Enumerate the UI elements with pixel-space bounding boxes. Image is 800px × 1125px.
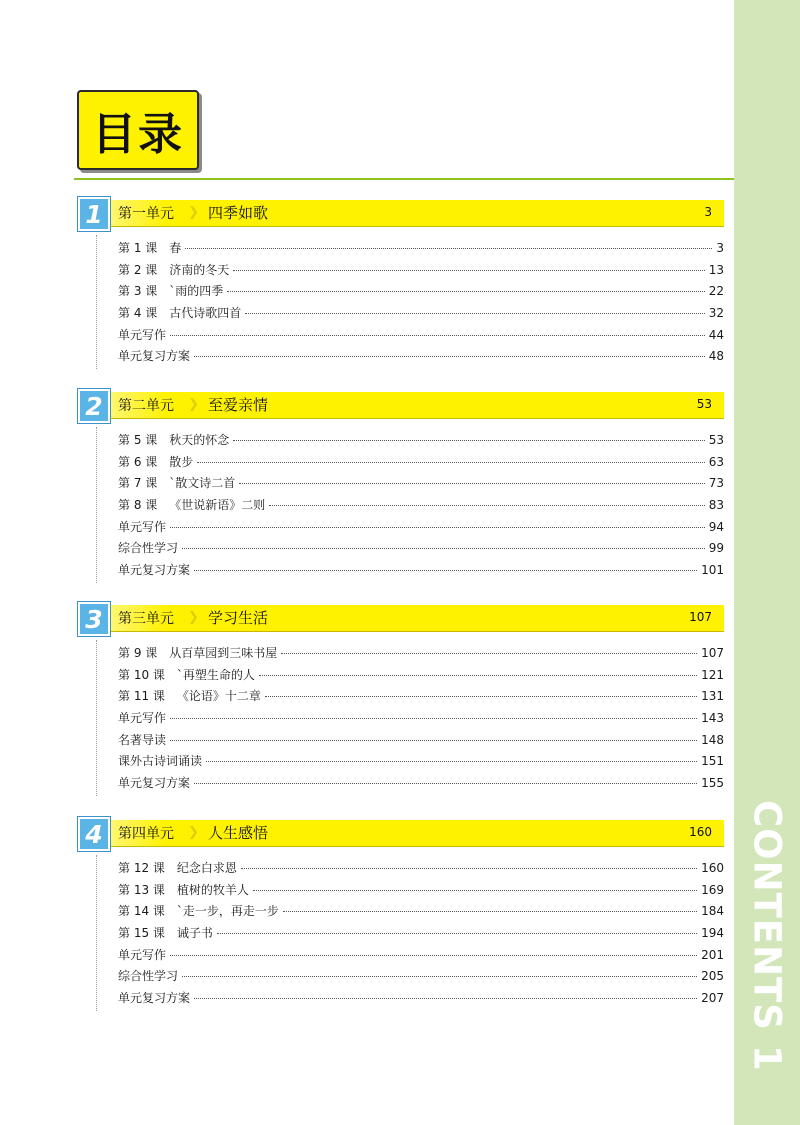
- unit-label: 第三单元: [118, 611, 174, 627]
- lesson-number: 第 5 课: [118, 433, 158, 447]
- dot-leader: [227, 291, 704, 292]
- unit-number-badge: 3: [78, 602, 110, 636]
- unit-header[interactable]: [78, 820, 724, 847]
- unit-label: 第二单元: [118, 398, 174, 414]
- entry-title: 单元写作: [118, 711, 167, 726]
- entry-page-number: 63: [708, 454, 724, 469]
- dot-leader: [239, 483, 704, 484]
- unit-page-number: 3: [704, 205, 712, 219]
- entry-title: 济南的冬天: [169, 262, 230, 277]
- toc-title: 目录: [92, 109, 184, 160]
- unit-section: [78, 820, 724, 1011]
- toc-entry[interactable]: [97, 644, 724, 666]
- entry-page-number: 131: [701, 689, 724, 704]
- unit-label: 第四单元: [118, 826, 174, 842]
- entry-title: 单元写作: [118, 519, 167, 534]
- dot-leader: [170, 955, 697, 956]
- toc-entry[interactable]: [97, 561, 724, 583]
- lesson-number: 第 7 课: [118, 476, 158, 491]
- entry-page-number: 155: [701, 776, 724, 791]
- entry-title: 《论语》十二章: [176, 689, 261, 704]
- unit-entries: [96, 640, 724, 796]
- dot-leader: [182, 976, 697, 977]
- entry-title: 古代诗歌四首: [169, 306, 242, 321]
- toc-entry[interactable]: [97, 282, 724, 304]
- toc-entry[interactable]: [97, 431, 724, 453]
- entry-page-number: 73: [708, 476, 724, 491]
- dot-leader: [283, 911, 697, 912]
- dot-leader: [185, 248, 712, 249]
- entry-title: 单元复习方案: [118, 991, 191, 1006]
- entry-title: 从百草园到三味书屋: [169, 646, 278, 660]
- dot-leader: [170, 335, 705, 336]
- lesson-number: 第 6 课: [118, 454, 158, 469]
- lesson-number: 第 3 课: [118, 284, 158, 299]
- toc-title-box: [77, 90, 199, 170]
- toc-entry[interactable]: [97, 539, 724, 561]
- toc-entry[interactable]: [97, 687, 724, 709]
- entry-title: 春: [169, 241, 182, 255]
- dot-leader: [259, 675, 697, 676]
- toc-entry[interactable]: [97, 261, 724, 283]
- dot-leader: [170, 718, 697, 719]
- toc-entry[interactable]: [97, 666, 724, 688]
- entry-page-number: 201: [701, 947, 724, 962]
- lesson-number: 第 1 课: [118, 241, 158, 255]
- toc-entry[interactable]: [97, 881, 724, 903]
- unit-page-number: 107: [689, 610, 712, 624]
- entry-page-number: 101: [701, 563, 724, 578]
- unit-theme: 学习生活: [208, 609, 269, 627]
- unit-label: 第一单元: [118, 206, 174, 222]
- unit-page-number: 160: [689, 825, 712, 839]
- unit-number-badge: 4: [78, 817, 110, 851]
- entry-page-number: 121: [701, 667, 724, 682]
- toc-entry[interactable]: [97, 967, 724, 989]
- entry-title: 综合性学习: [118, 541, 179, 556]
- lesson-number: 第 13 课: [118, 882, 165, 897]
- unit-header[interactable]: [78, 605, 724, 632]
- entry-title: 诫子书: [176, 926, 213, 941]
- toc-entry[interactable]: [97, 347, 724, 369]
- entry-page-number: 3: [716, 241, 724, 255]
- entry-page-number: 99: [708, 541, 724, 556]
- unit-header[interactable]: [78, 200, 724, 227]
- unit-page-number: 53: [696, 397, 712, 411]
- entry-title: 散步: [169, 454, 194, 469]
- entry-title: 名著导读: [118, 732, 167, 747]
- unit-theme: 四季如歌: [208, 204, 269, 222]
- dot-leader: [194, 570, 697, 571]
- toc-entry[interactable]: [97, 239, 724, 261]
- lesson-number: 第 12 课: [118, 861, 165, 875]
- toc-entry[interactable]: [97, 304, 724, 326]
- dot-leader: [170, 527, 705, 528]
- entry-title: 纪念白求恩: [176, 861, 237, 875]
- entry-title: 单元写作: [118, 947, 167, 962]
- lesson-number: 第 2 课: [118, 262, 158, 277]
- toc-entry[interactable]: [97, 496, 724, 518]
- entry-title: 秋天的怀念: [169, 433, 230, 447]
- dot-leader: [241, 868, 697, 869]
- decorative-mark-icon: ❯: [188, 610, 199, 625]
- entry-page-number: 13: [708, 262, 724, 277]
- unit-theme: 人生感悟: [208, 824, 269, 842]
- entry-page-number: 48: [708, 349, 724, 364]
- dot-leader: [194, 356, 705, 357]
- entry-page-number: 143: [701, 711, 724, 726]
- unit-entries: [96, 235, 724, 369]
- toc-entry[interactable]: [97, 752, 724, 774]
- entry-title: 单元写作: [118, 327, 167, 342]
- toc-entry[interactable]: [97, 453, 724, 475]
- toc-entry[interactable]: [97, 518, 724, 540]
- dot-leader: [269, 505, 704, 506]
- entry-page-number: 53: [708, 433, 724, 447]
- toc-entry[interactable]: [97, 474, 724, 496]
- entry-title: ˋ走一步，再走一步: [176, 904, 279, 919]
- unit-number-badge: 2: [78, 389, 110, 423]
- entry-title: 《世说新语》二则: [169, 498, 266, 513]
- unit-section: [78, 200, 724, 369]
- entry-page-number: 194: [701, 926, 724, 941]
- dot-leader: [265, 696, 697, 697]
- dot-leader: [217, 933, 697, 934]
- entry-title: 单元复习方案: [118, 349, 191, 364]
- unit-theme: 至爱亲情: [208, 396, 269, 414]
- dot-leader: [182, 548, 705, 549]
- decorative-mark-icon: ❯: [188, 825, 199, 840]
- unit-number-badge: 1: [78, 197, 110, 231]
- dot-leader: [281, 653, 697, 654]
- decorative-mark-icon: ❯: [188, 397, 199, 412]
- entry-page-number: 22: [708, 284, 724, 299]
- entry-page-number: 160: [701, 861, 724, 875]
- toc-entry[interactable]: [97, 902, 724, 924]
- entry-title: 课外古诗词诵读: [118, 754, 203, 769]
- entry-title: 单元复习方案: [118, 776, 191, 791]
- entry-page-number: 184: [701, 904, 724, 919]
- title-divider: [74, 178, 734, 180]
- lesson-number: 第 11 课: [118, 689, 165, 704]
- dot-leader: [194, 998, 697, 999]
- entry-page-number: 169: [701, 882, 724, 897]
- entry-title: ˋ散文诗二首: [169, 476, 236, 491]
- entry-title: ˋ雨的四季: [169, 284, 224, 299]
- lesson-number: 第 10 课: [118, 667, 165, 682]
- entry-page-number: 94: [708, 519, 724, 534]
- lesson-number: 第 15 课: [118, 926, 165, 941]
- toc-entry[interactable]: [97, 326, 724, 348]
- entry-page-number: 205: [701, 969, 724, 984]
- toc-entry[interactable]: [97, 924, 724, 946]
- lesson-number: 第 9 课: [118, 646, 158, 660]
- dot-leader: [245, 313, 704, 314]
- toc-entry[interactable]: [97, 946, 724, 968]
- entry-page-number: 44: [708, 327, 724, 342]
- entry-title: 植树的牧羊人: [176, 882, 249, 897]
- unit-header[interactable]: [78, 392, 724, 419]
- dot-leader: [194, 783, 697, 784]
- lesson-number: 第 14 课: [118, 904, 165, 919]
- dot-leader: [170, 740, 697, 741]
- toc-entry[interactable]: [97, 989, 724, 1011]
- toc-entry[interactable]: [97, 859, 724, 881]
- unit-section: [78, 605, 724, 796]
- lesson-number: 第 8 课: [118, 498, 158, 513]
- toc-entry[interactable]: [97, 709, 724, 731]
- entry-page-number: 207: [701, 991, 724, 1006]
- dot-leader: [253, 890, 697, 891]
- entry-title: ˋ再塑生命的人: [176, 667, 255, 682]
- entry-page-number: 148: [701, 732, 724, 747]
- unit-entries: [96, 855, 724, 1011]
- entry-page-number: 32: [708, 306, 724, 321]
- entry-title: 综合性学习: [118, 969, 179, 984]
- entry-page-number: 83: [708, 498, 724, 513]
- decorative-mark-icon: ❯: [188, 205, 199, 220]
- unit-entries: [96, 427, 724, 583]
- dot-leader: [206, 761, 697, 762]
- toc-entry[interactable]: [97, 774, 724, 796]
- dot-leader: [197, 462, 704, 463]
- contents-side-label: CONTENTS 1: [745, 800, 789, 1072]
- entry-page-number: 107: [701, 646, 724, 660]
- dot-leader: [233, 440, 704, 441]
- dot-leader: [233, 270, 704, 271]
- unit-section: [78, 392, 724, 583]
- entry-page-number: 151: [701, 754, 724, 769]
- entry-title: 单元复习方案: [118, 563, 191, 578]
- lesson-number: 第 4 课: [118, 306, 158, 321]
- toc-entry[interactable]: [97, 731, 724, 753]
